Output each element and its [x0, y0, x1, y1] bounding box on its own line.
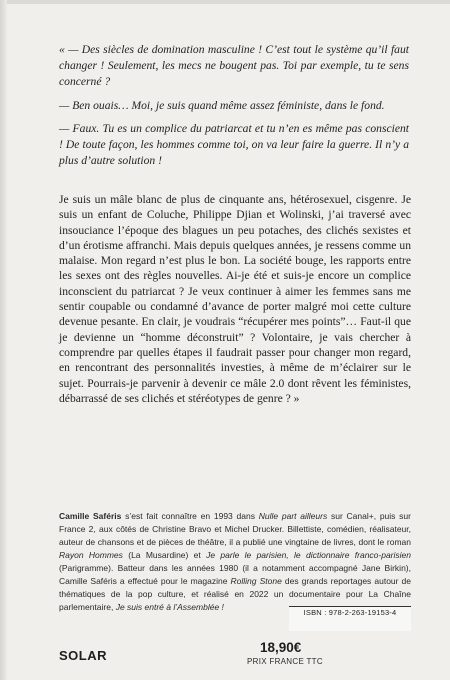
barcode-area [289, 619, 411, 631]
bio-text: sur Canal+, puis sur France 2, aux côtés de Christine Bravo et Michel Drucker. Billettiste, comédien, réalisateur, auteur de chansons et de pièces de théâtre, il a publié une vingtaine de livres, dont le roman [59, 511, 411, 547]
bio-documentary-title: Je suis entré à l’Assemblée ! [115, 602, 224, 612]
opening-quote [59, 42, 409, 176]
bio-text: (La Musardine) et [122, 550, 207, 560]
blurb-text: Je suis un mâle blanc de plus de cinquante ans, hétérosexuel, cisgenre. Je suis un enfant de Coluche, Philippe Djian et Wolinski, j’ai traversé avec insouciance l’époque des blagues un peu potaches, des clichés sexistes et d’un érotisme affranchi. Mais depuis quelques années, je ressens comme un malaise. Mon regard n’est plus le bon. La société bouge, les rapports entre les sexes ont des règles nouvelles. Ai-je été et suis-je encore un complice inconscient du patriarcat ? Je veux continuer à aimer les femmes sans me sentir coupable ou condamné d’avance de porter malgré moi cette culture devenue pesante. En clair, je voudrais “récupérer mes points”… Faut-il que je devienne un “homme déconstruit” ? Volontaire, je vais chercher à comprendre par quelles étapes il faudrait passer pour changer mon regard, en rencontrant des personnalités investies, à même de m’éclairer sur le sujet. Pourrais-je parvenir à devenir ce mâle 2.0 dont rêvent les féministes, débarrassé de ses clichés et stéréotypes de genre ? » [59, 193, 411, 405]
quote-paragraph: — Ben ouais… Moi, je suis quand même assez féministe, dans le fond. [59, 98, 385, 112]
bio-show-title: Nulle part ailleurs [258, 511, 328, 521]
cover-top-edge [0, 0, 450, 4]
price: 18,90€ [260, 640, 302, 655]
bio-magazine-title: Rolling Stone [230, 576, 282, 586]
isbn-number: ISBN : 978-2-263-19153-4 [303, 608, 397, 617]
author-bio [59, 510, 411, 614]
price-label: PRIX FRANCE TTC [247, 657, 323, 666]
bio-text: (Parigramme). Batteur dans les années 1980 (il a notamment accompagné Jane Birkin), Camille Saféris a effectué pour le magazine [59, 563, 411, 586]
bio-book-title: Rayon Hommes [59, 550, 123, 560]
cover-spine-edge [0, 0, 7, 680]
isbn-box [289, 606, 411, 620]
publisher-logo: SOLAR [59, 648, 107, 663]
bio-text: s’est fait connaître en 1993 dans [121, 511, 259, 521]
bio-book-title: Je parle le parisien, le dictionnaire franco-parisien [206, 550, 411, 560]
quote-paragraph: « — Des siècles de domination masculine ! C’est tout le système qu’il faut changer ! Seulement, les mecs ne bougent pas. Toi par exemple, tu te sens concerné ? [59, 43, 409, 89]
author-name: Camille Saféris [59, 511, 122, 521]
quote-paragraph: — Faux. Tu es un complice du patriarcat et tu n’en es même pas conscient ! De toute façon, les hommes comme toi, on va leur faire la guerre. Il n’y a plus d’autre solution ! [59, 121, 409, 168]
bio-text: des grands reportages autour de thématiques de la pop culture, et réalisé en 2022 un documentaire pour La Chaîne parlementaire, [59, 576, 411, 612]
